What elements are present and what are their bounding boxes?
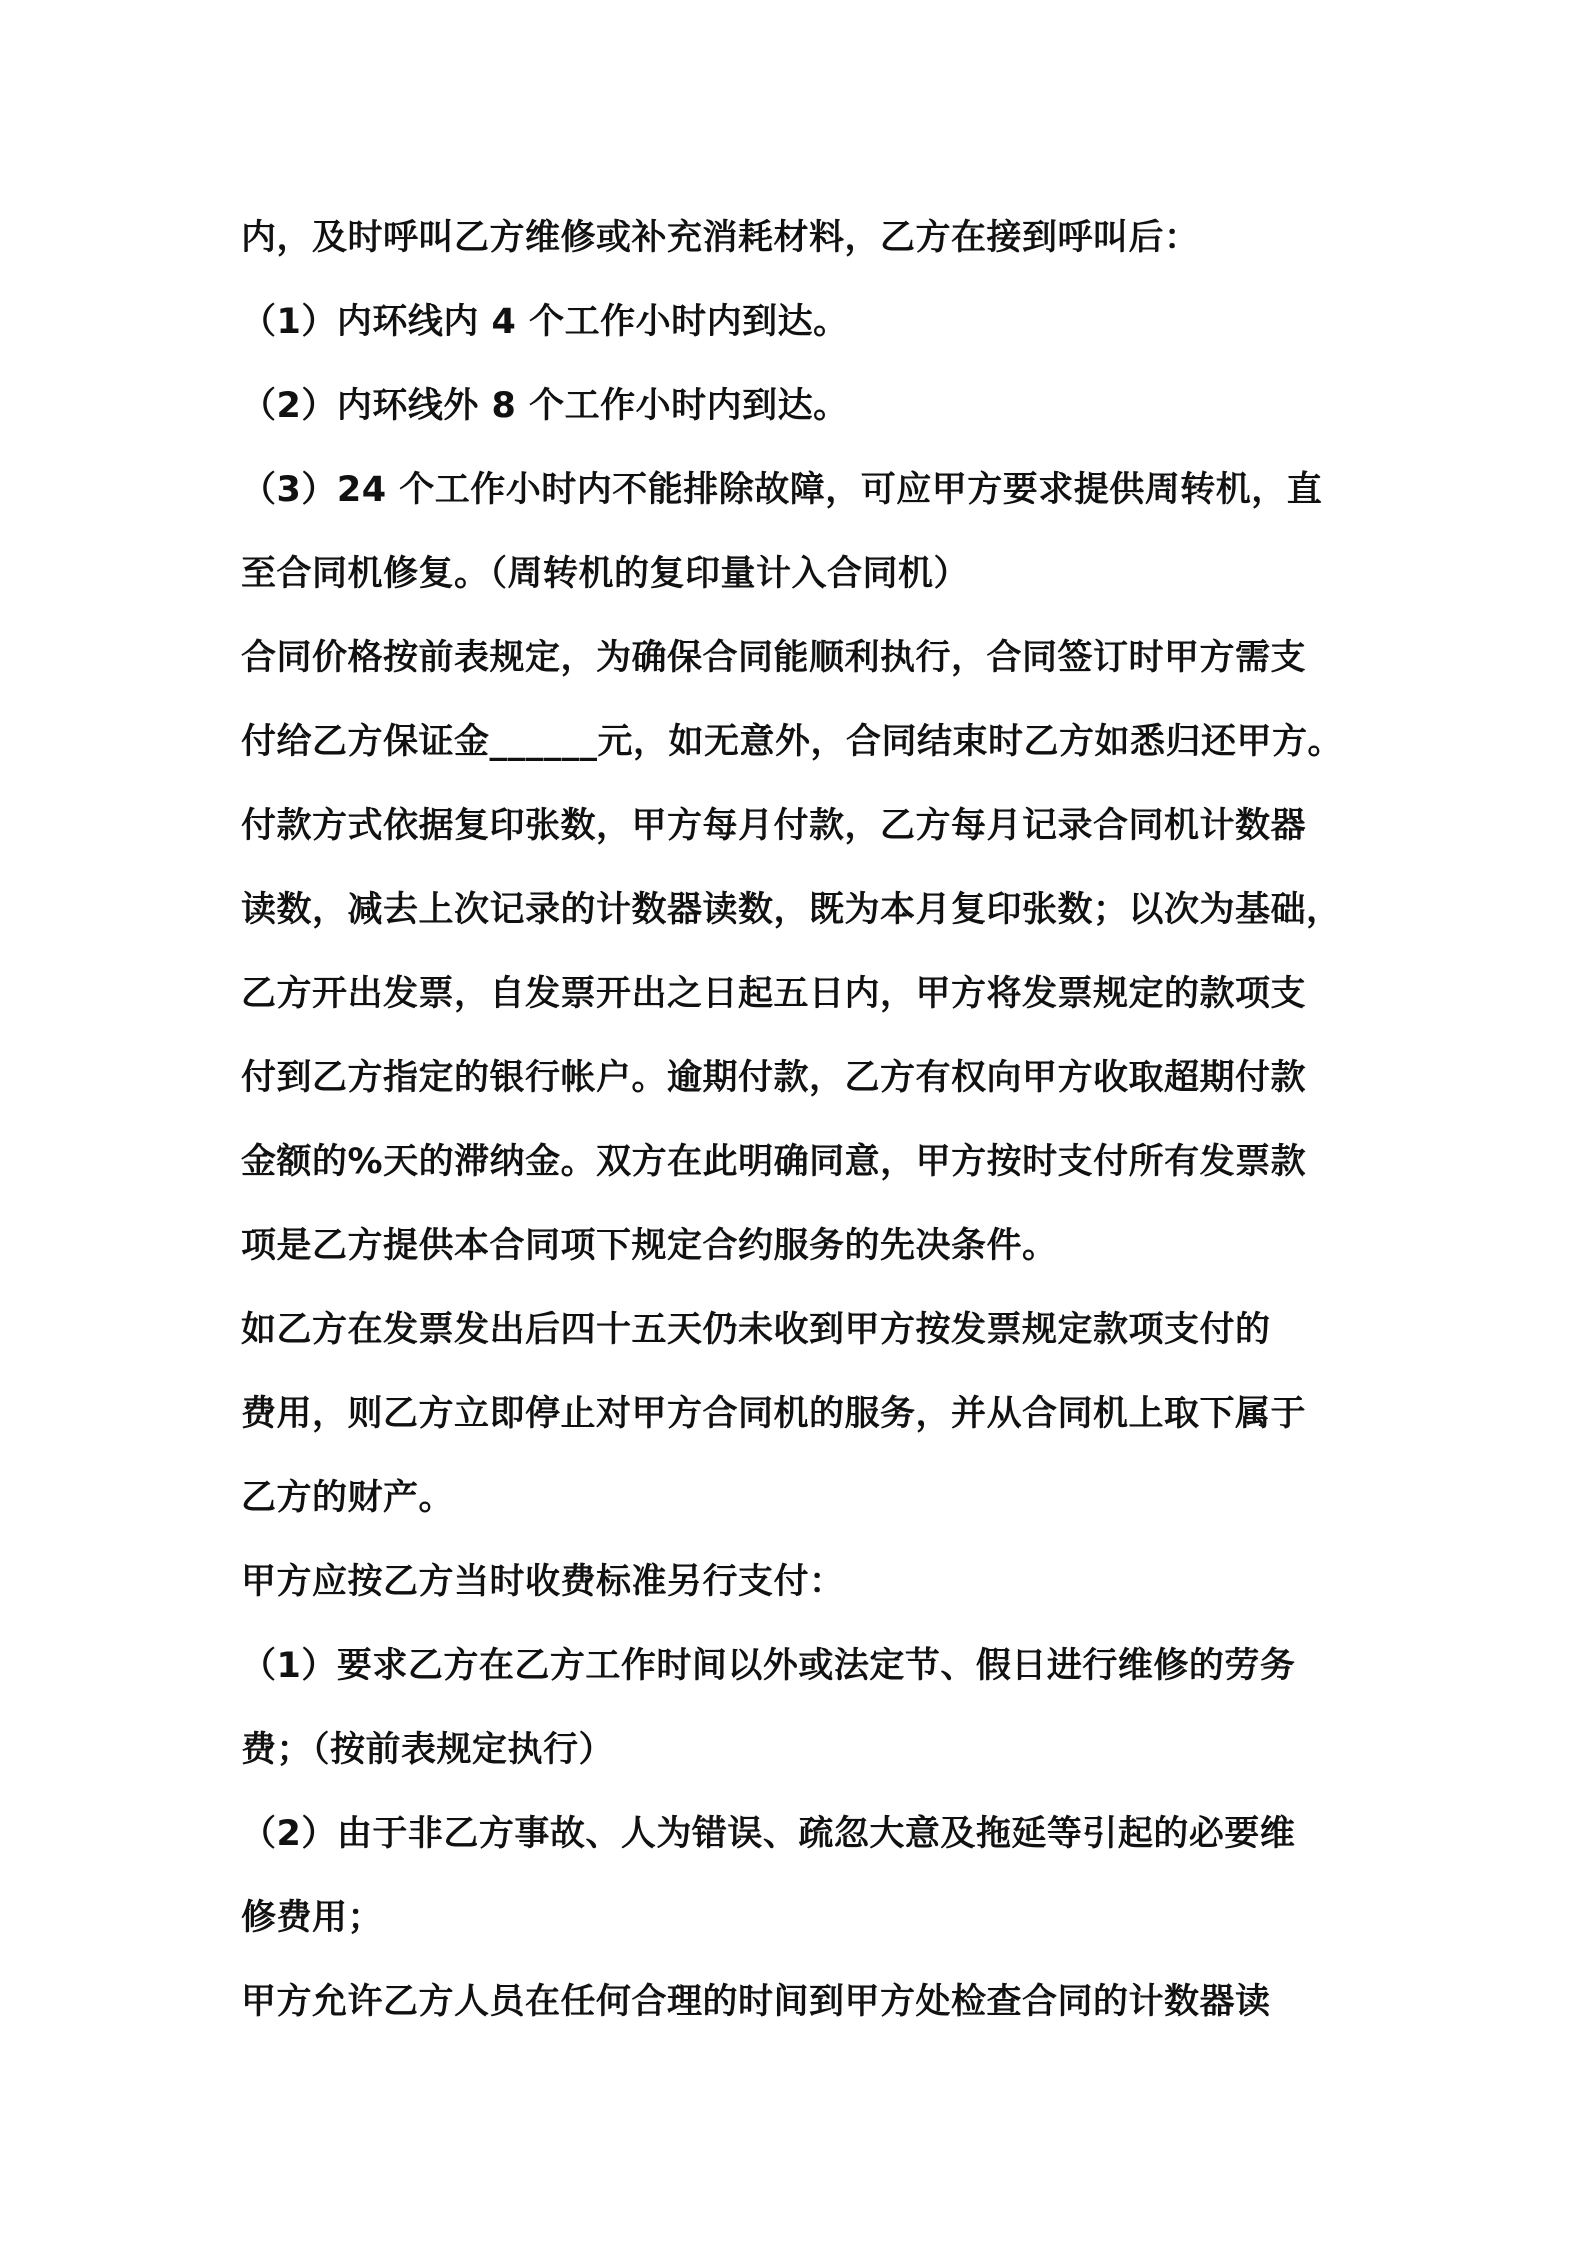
text-line: 费用，则乙方立即停止对甲方合同机的服务，并从合同机上取下属于 — [241, 1394, 1307, 1434]
text-line: （2）内环线外 8 个工作小时内到达。 — [241, 386, 849, 426]
text-line: 项是乙方提供本合同项下规定合约服务的先决条件。 — [241, 1226, 1058, 1266]
text-line: 修费用； — [241, 1898, 384, 1938]
text-line: 金额的%天的滞纳金。双方在此明确同意，甲方按时支付所有发票款 — [241, 1142, 1307, 1182]
text-line: 内，及时呼叫乙方维修或补充消耗材料，乙方在接到呼叫后： — [241, 218, 1200, 258]
text-line: 乙方开出发票，自发票开出之日起五日内，甲方将发票规定的款项支 — [241, 974, 1307, 1014]
text-line: 付给乙方保证金______元，如无意外，合同结束时乙方如悉归还甲方。 — [241, 722, 1344, 762]
document-body — [241, 196, 1356, 2044]
text-line: （3）24 个工作小时内不能排除故障，可应甲方要求提供周转机，直 — [241, 470, 1323, 510]
text-line: 乙方的财产。 — [241, 1478, 455, 1518]
text-line: （1）要求乙方在乙方工作时间以外或法定节、假日进行维修的劳务 — [241, 1646, 1296, 1686]
text-line: 付到乙方指定的银行帐户。逾期付款，乙方有权向甲方收取超期付款 — [241, 1058, 1307, 1098]
text-line: 至合同机修复。（周转机的复印量计入合同机） — [241, 554, 970, 594]
text-line: 甲方应按乙方当时收费标准另行支付： — [241, 1562, 845, 1602]
text-line: 合同价格按前表规定，为确保合同能顺利执行，合同签订时甲方需支 — [241, 638, 1307, 678]
text-line: （2）由于非乙方事故、人为错误、疏忽大意及拖延等引起的必要维 — [241, 1814, 1296, 1854]
text-line: 甲方允许乙方人员在任何合理的时间到甲方处检查合同的计数器读 — [241, 1982, 1271, 2022]
text-line: 费；（按前表规定执行） — [241, 1730, 615, 1770]
text-line: （1）内环线内 4 个工作小时内到达。 — [241, 302, 849, 342]
text-line: 如乙方在发票发出后四十五天仍未收到甲方按发票规定款项支付的 — [241, 1310, 1271, 1350]
text-line: 付款方式依据复印张数，甲方每月付款，乙方每月记录合同机计数器 — [241, 806, 1307, 846]
text-line: 读数，减去上次记录的计数器读数，既为本月复印张数；以次为基础， — [241, 890, 1342, 930]
